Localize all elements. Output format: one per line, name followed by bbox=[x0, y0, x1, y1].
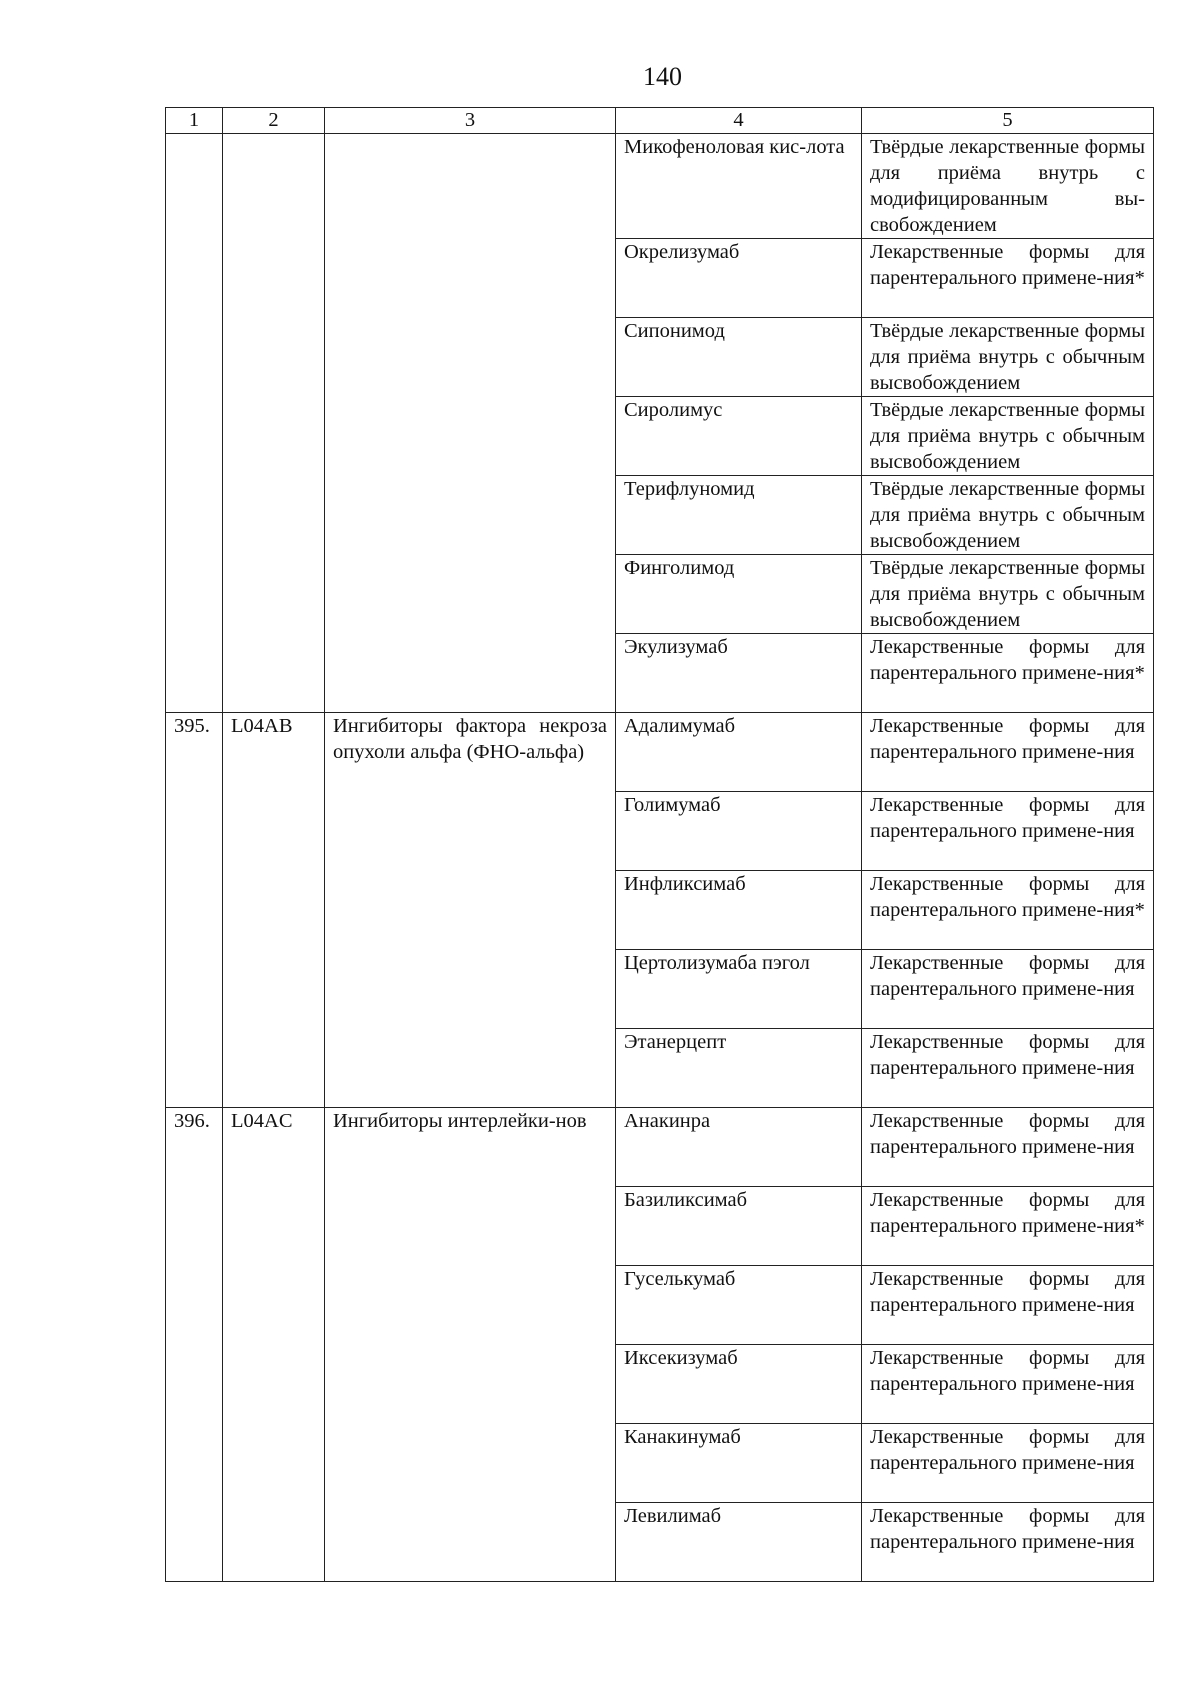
drug-name: Микофеноловая кис-лота bbox=[616, 134, 862, 239]
group-number: 395. bbox=[166, 713, 223, 1108]
dosage-form: Лекарственные формы для парентерального примене-ния bbox=[862, 1108, 1154, 1187]
table-row bbox=[166, 1108, 1154, 1187]
dosage-form: Лекарственные формы для парентерального примене-ния bbox=[862, 1503, 1154, 1582]
group-code: L04AB bbox=[223, 713, 325, 1108]
drug-name: Сиролимус bbox=[616, 397, 862, 476]
dosage-form: Лекарственные формы для парентерального примене-ния bbox=[862, 792, 1154, 871]
drug-name: Инфликсимаб bbox=[616, 871, 862, 950]
dosage-form: Твёрдые лекарственные формы для приёма внутрь с обычным высвобождением bbox=[862, 397, 1154, 476]
drug-name: Адалимумаб bbox=[616, 713, 862, 792]
drug-name: Гуселькумаб bbox=[616, 1266, 862, 1345]
drug-table bbox=[165, 107, 1154, 1582]
dosage-form: Лекарственные формы для парентерального примене-ния bbox=[862, 1029, 1154, 1108]
dosage-form: Твёрдые лекарственные формы для приёма внутрь с обычным высвобождением bbox=[862, 555, 1154, 634]
header-col-1: 1 bbox=[166, 108, 223, 134]
header-col-5: 5 bbox=[862, 108, 1154, 134]
header-row bbox=[166, 108, 1154, 134]
group-code bbox=[223, 134, 325, 713]
drug-name: Окрелизумаб bbox=[616, 239, 862, 318]
group-name: Ингибиторы фактора некроза опухоли альфа (ФНО-альфа) bbox=[325, 713, 616, 1108]
drug-name: Иксекизумаб bbox=[616, 1345, 862, 1424]
drug-name: Левилимаб bbox=[616, 1503, 862, 1582]
page-number: 140 bbox=[643, 62, 682, 91]
header-col-2: 2 bbox=[223, 108, 325, 134]
drug-name: Этанерцепт bbox=[616, 1029, 862, 1108]
group-name bbox=[325, 134, 616, 713]
drug-name: Терифлуномид bbox=[616, 476, 862, 555]
drug-name: Финголимод bbox=[616, 555, 862, 634]
drug-name: Канакинумаб bbox=[616, 1424, 862, 1503]
dosage-form: Твёрдые лекарственные формы для приёма внутрь с обычным высвобождением bbox=[862, 318, 1154, 397]
drug-name: Сипонимод bbox=[616, 318, 862, 397]
dosage-form: Лекарственные формы для парентерального примене-ния* bbox=[862, 239, 1154, 318]
drug-name: Анакинра bbox=[616, 1108, 862, 1187]
dosage-form: Лекарственные формы для парентерального примене-ния* bbox=[862, 634, 1154, 713]
table-row bbox=[166, 713, 1154, 792]
dosage-form: Твёрдые лекарственные формы для приёма внутрь с модифицированным вы-свобождением bbox=[862, 134, 1154, 239]
group-number: 396. bbox=[166, 1108, 223, 1582]
drug-name: Экулизумаб bbox=[616, 634, 862, 713]
group-name: Ингибиторы интерлейки-нов bbox=[325, 1108, 616, 1582]
drug-name: Базиликсимаб bbox=[616, 1187, 862, 1266]
group-number bbox=[166, 134, 223, 713]
dosage-form: Лекарственные формы для парентерального примене-ния* bbox=[862, 871, 1154, 950]
dosage-form: Лекарственные формы для парентерального примене-ния bbox=[862, 1266, 1154, 1345]
header-col-3: 3 bbox=[325, 108, 616, 134]
dosage-form: Лекарственные формы для парентерального примене-ния bbox=[862, 713, 1154, 792]
dosage-form: Твёрдые лекарственные формы для приёма внутрь с обычным высвобождением bbox=[862, 476, 1154, 555]
dosage-form: Лекарственные формы для парентерального примене-ния bbox=[862, 950, 1154, 1029]
header-col-4: 4 bbox=[616, 108, 862, 134]
group-code: L04AC bbox=[223, 1108, 325, 1582]
dosage-form: Лекарственные формы для парентерального примене-ния bbox=[862, 1424, 1154, 1503]
drug-name: Цертолизумаба пэгол bbox=[616, 950, 862, 1029]
dosage-form: Лекарственные формы для парентерального примене-ния* bbox=[862, 1187, 1154, 1266]
dosage-form: Лекарственные формы для парентерального примене-ния bbox=[862, 1345, 1154, 1424]
table-row bbox=[166, 134, 1154, 239]
drug-name: Голимумаб bbox=[616, 792, 862, 871]
